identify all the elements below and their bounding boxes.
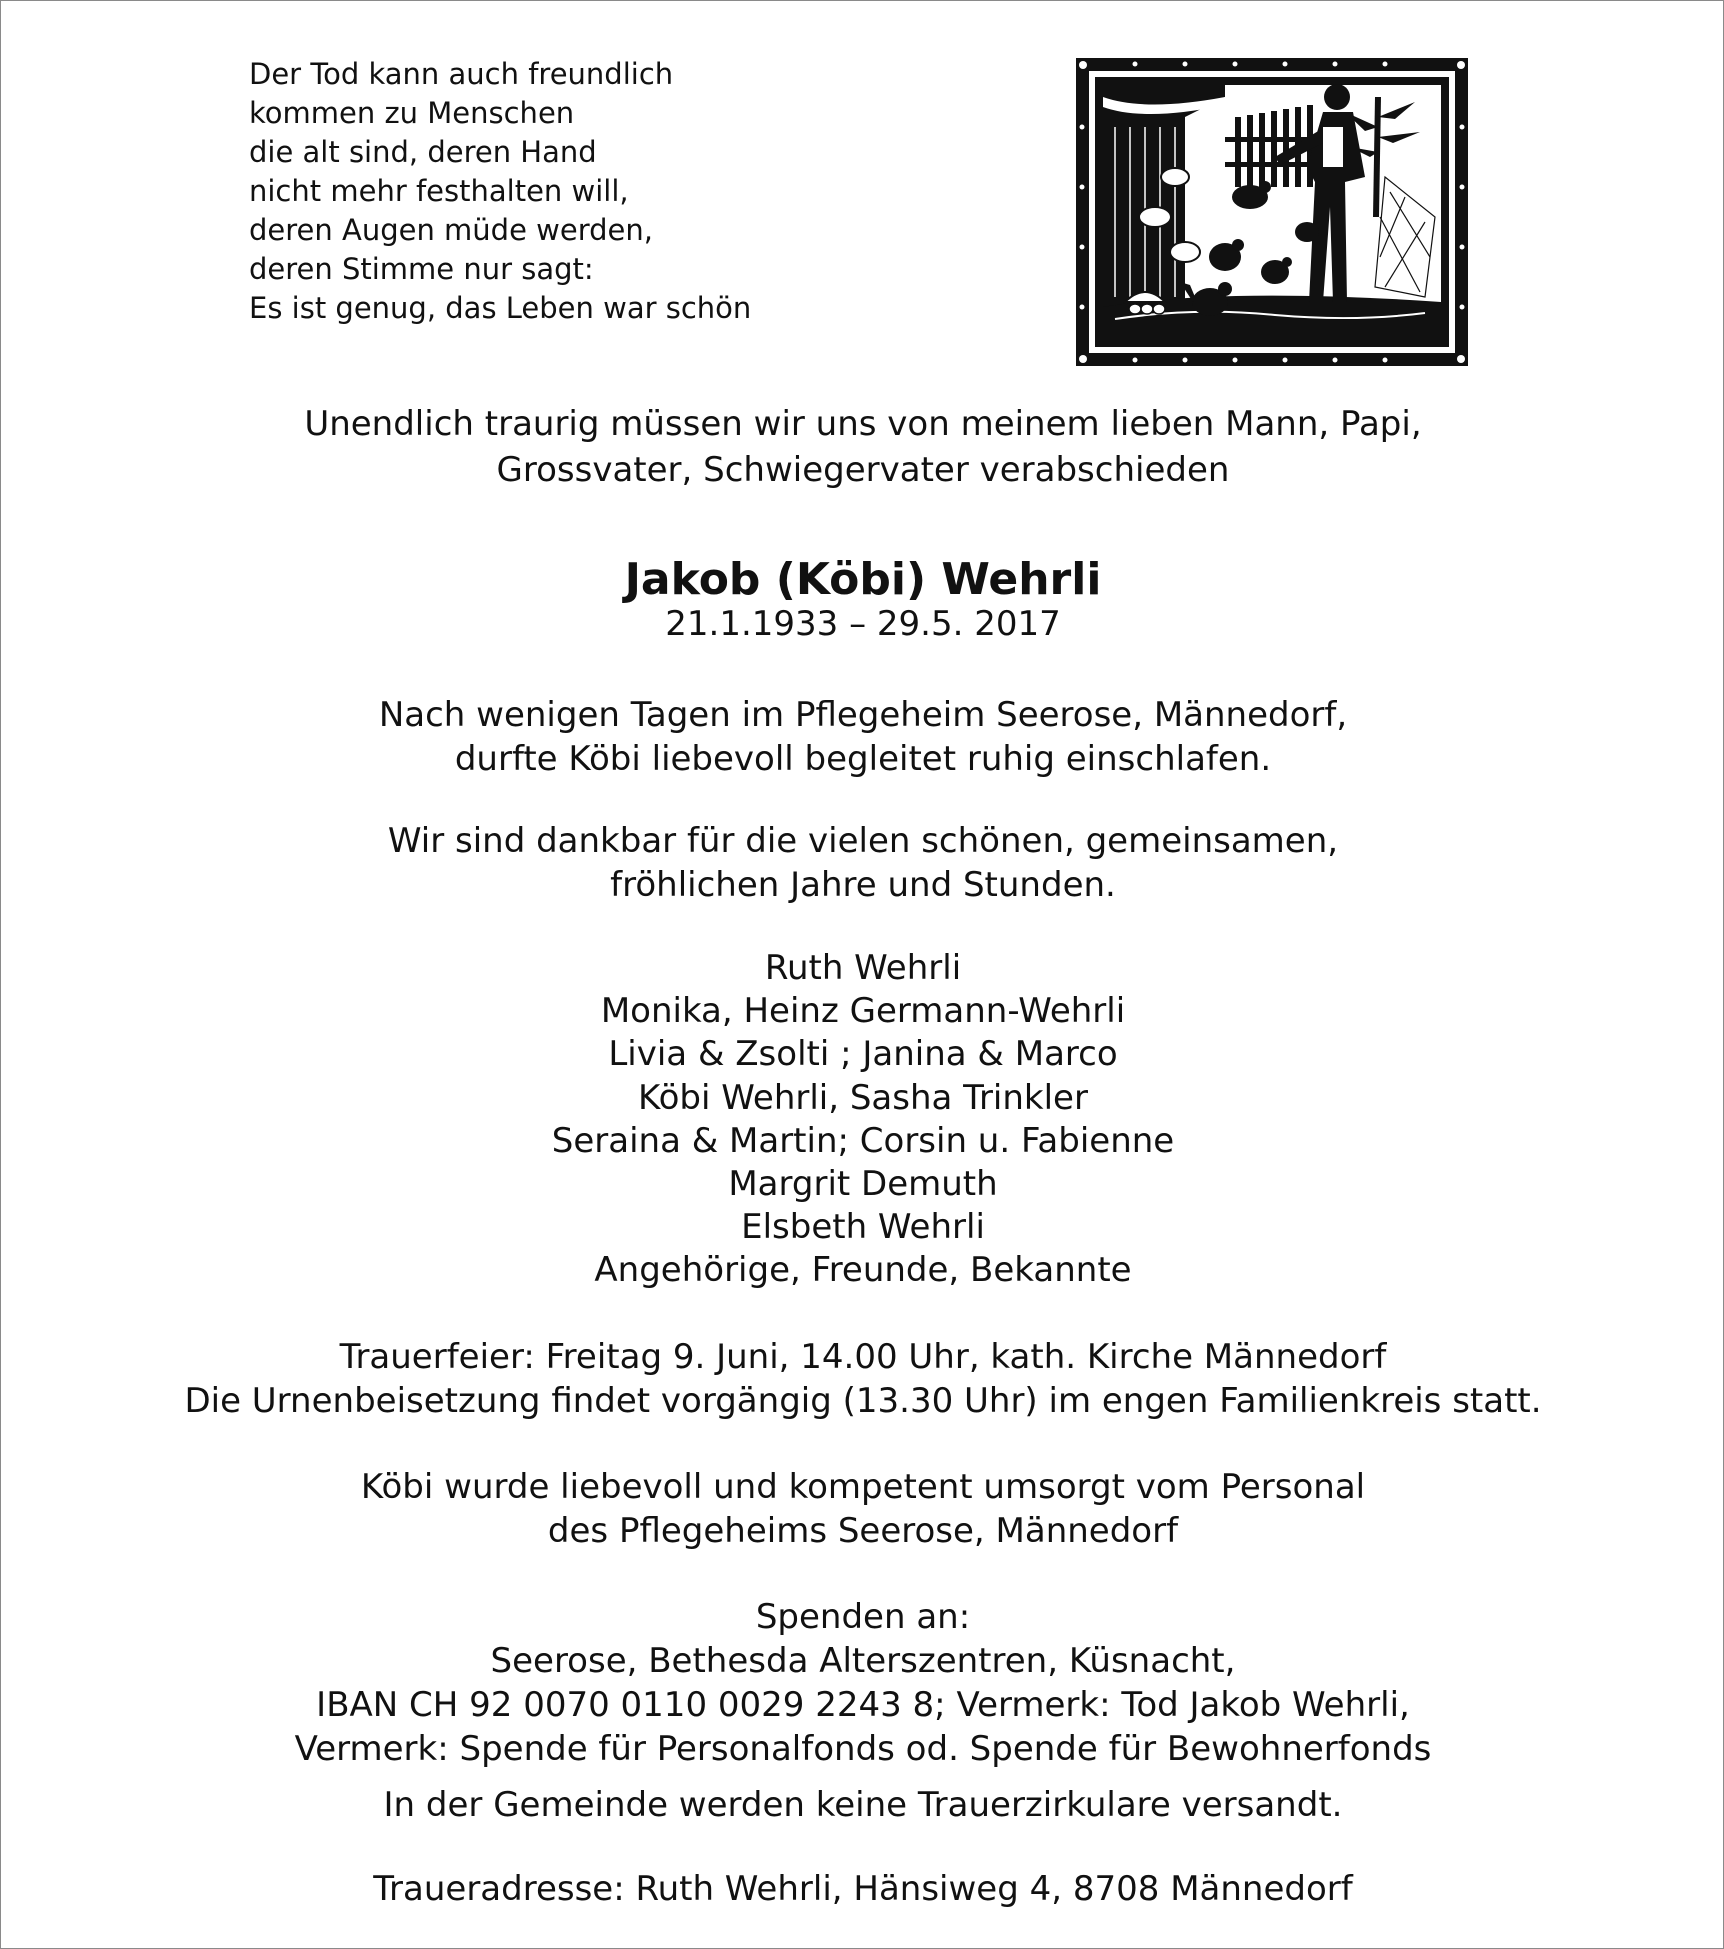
poem-line: Es ist genug, das Leben war schön (249, 291, 752, 325)
donations-line: Seerose, Bethesda Alterszentren, Küsnacht, (490, 1641, 1236, 1681)
passing-line: durfte Köbi liebevoll begleitet ruhig einschlafen. (454, 739, 1272, 779)
thanks-line: Wir sind dankbar für die vielen schönen, gemeinsamen, (387, 821, 1339, 861)
service-line: Trauerfeier: Freitag 9. Juni, 14.00 Uhr, kath. Kirche Männedorf (339, 1337, 1387, 1377)
mourner: Köbi Wehrli, Sasha Trinkler (638, 1077, 1088, 1118)
poem-line: kommen zu Menschen (249, 96, 575, 130)
farmer-feeding-chickens-illustration-icon (1075, 57, 1469, 367)
service-info (1, 1335, 1724, 1423)
mourner: Seraina & Martin; Corsin u. Fabienne (551, 1120, 1175, 1161)
mourner: Ruth Wehrli (764, 948, 962, 988)
poem-line: die alt sind, deren Hand (249, 135, 597, 169)
intro-line: Grossvater, Schwiegervater verabschieden (496, 450, 1230, 490)
mourner: Monika, Heinz Germann-Wehrli (600, 991, 1126, 1032)
mourner: Margrit Demuth (728, 1164, 998, 1205)
care-line: des Pflegeheims Seerose, Männedorf (547, 1511, 1179, 1551)
donations-line: Spenden an: (755, 1597, 971, 1637)
poem-line: Der Tod kann auch freundlich (249, 57, 674, 91)
service-line: Die Urnenbeisetzung findet vorgängig (13.30 Uhr) im engen Familienkreis statt. (184, 1381, 1542, 1421)
donations-info (1, 1595, 1724, 1771)
mourning-address: Traueradresse: Ruth Wehrli, Hänsiweg 4, 8708 Männedorf (373, 1869, 1353, 1909)
circulars-note: In der Gemeinde werden keine Trauerzirkulare versandt. (383, 1785, 1343, 1825)
deceased-name: Jakob (Köbi) Wehrli (624, 554, 1102, 605)
deceased-dates: 21.1.1933 – 29.5. 2017 (665, 604, 1061, 644)
donations-line: Vermerk: Spende für Personalfonds od. Spende für Bewohnerfonds (294, 1729, 1432, 1769)
care-line: Köbi wurde liebevoll und kompetent umsorgt vom Personal (360, 1467, 1366, 1507)
thanks-text (1, 819, 1724, 907)
mourner: Angehörige, Freunde, Bekannte (594, 1250, 1132, 1291)
care-text (1, 1465, 1724, 1553)
donations-line: IBAN CH 92 0070 0110 0029 2243 8; Vermerk: Tod Jakob Wehrli, (316, 1685, 1410, 1725)
passing-text (1, 693, 1724, 781)
poem-line: deren Stimme nur sagt: (249, 252, 594, 286)
poem-line: nicht mehr festhalten will, (249, 174, 629, 208)
intro-line: Unendlich traurig müssen wir uns von meinem lieben Mann, Papi, (304, 404, 1422, 444)
mourners-list (1, 947, 1724, 1293)
passing-line: Nach wenigen Tagen im Pflegeheim Seerose, Männedorf, (378, 695, 1348, 735)
poem-line: deren Augen müde werden, (249, 213, 653, 247)
thanks-line: fröhlichen Jahre und Stunden. (610, 865, 1116, 905)
intro-text (1, 401, 1724, 493)
mourner: Elsbeth Wehrli (741, 1207, 985, 1248)
poem (249, 55, 949, 328)
mourner: Livia & Zsolti ; Janina & Marco (608, 1034, 1118, 1075)
